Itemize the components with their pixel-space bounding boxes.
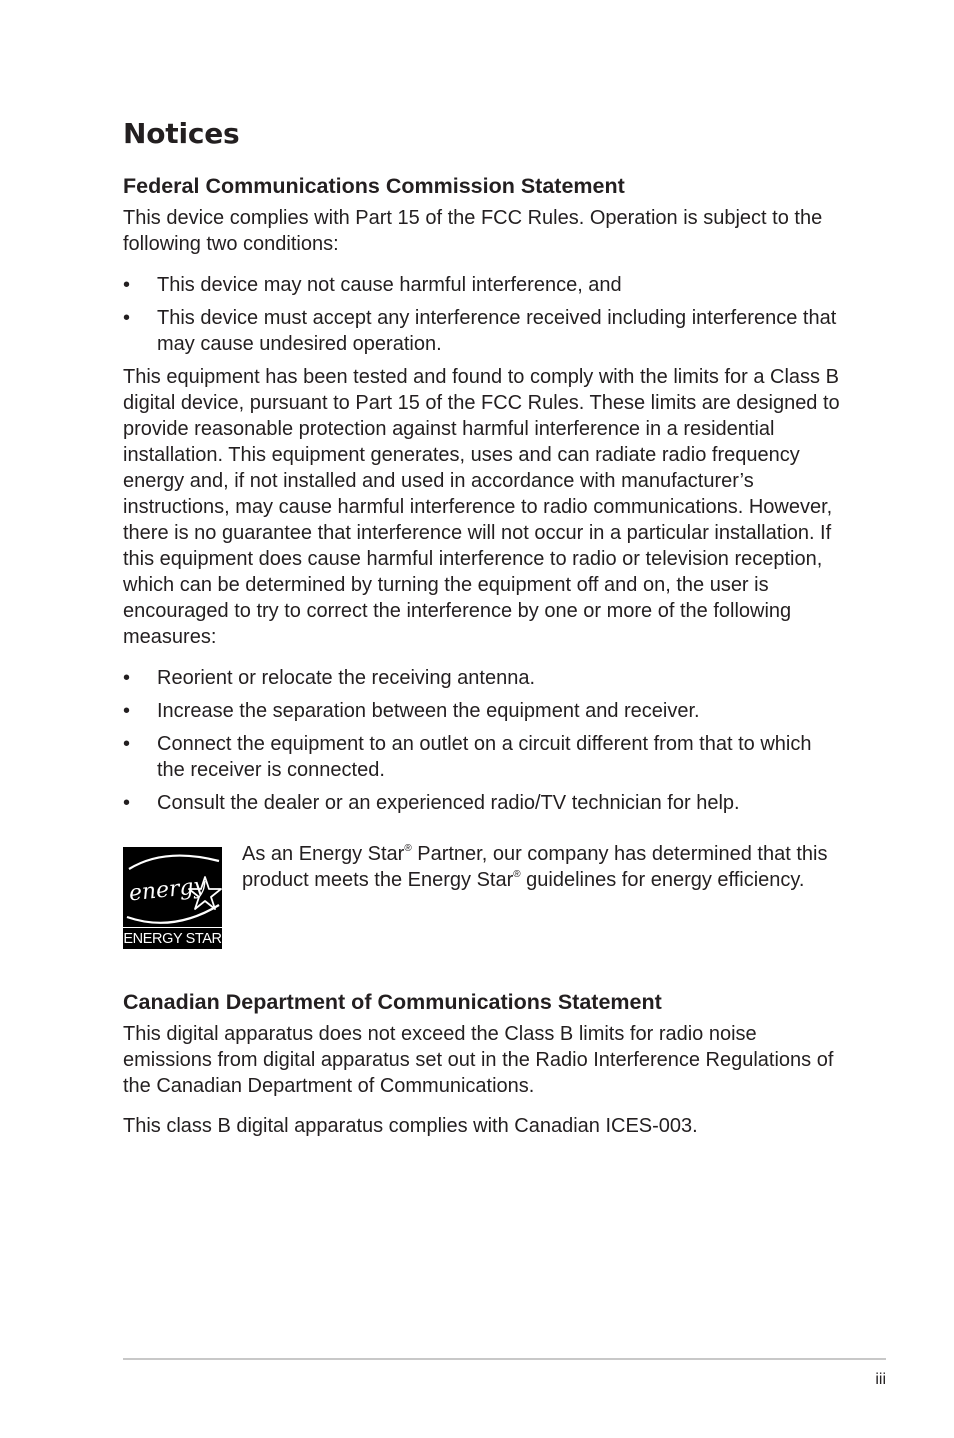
list-item-text: Connect the equipment to an outlet on a circuit different from that to which the receiver is connected. — [157, 733, 812, 781]
fcc-heading: Federal Communications Commission Statement — [123, 174, 625, 198]
fcc-intro: This device complies with Part 15 of the FCC Rules. Operation is subject to the following two conditions: — [123, 207, 823, 255]
energy-text-part2: Partner, our company has determined that this product meets the Energy Star — [242, 843, 828, 891]
bullet: • — [123, 792, 131, 814]
energy-script: energy — [127, 873, 208, 907]
energy-star-text — [242, 841, 842, 893]
registered-mark: ® — [404, 843, 412, 854]
bullet: • — [123, 733, 131, 755]
list-item-text: Increase the separation between the equipment and receiver. — [157, 700, 700, 722]
energy-star-block — [123, 845, 843, 949]
list-item — [123, 305, 843, 357]
bullet: • — [123, 307, 131, 329]
page-title: Notices — [123, 117, 240, 150]
fcc-conditions-list — [123, 272, 843, 357]
energy-star-logo — [123, 847, 222, 949]
bullet: • — [123, 667, 131, 689]
bullet: • — [123, 700, 131, 722]
list-item — [123, 272, 843, 298]
footer-rule — [123, 1358, 886, 1360]
fcc-body: This equipment has been tested and found to comply with the limits for a Class B digital device, pursuant to Part 15 of the FCC Rules. These limits are designed to provide reasonable protection against harmful interference in a residential installation. This equipment generates, uses and can radiate radio frequency energy and, if not installed and used in accordance with manufacturer’s instructions, may cause harmful interference to radio communications. However, there is no guarantee that interference will not occur in a particular installation. If this equipment does cause harmful interference to radio or television reception, which can be determined by turning the equipment off and on, the user is encouraged to try to correct the interference by one or more of the following measures: — [123, 366, 840, 648]
energy-text-part1: As an Energy Star — [242, 843, 405, 865]
list-item-text: This device must accept any interference received including interference that may cause undesired operation. — [157, 307, 837, 355]
fcc-measures-list — [123, 665, 843, 816]
canada-paragraph-2: This class B digital apparatus complies with Canadian ICES-003. — [123, 1115, 698, 1137]
list-item — [123, 665, 843, 691]
list-item — [123, 790, 843, 816]
canada-paragraph-1: This digital apparatus does not exceed the Class B limits for radio noise emissions from digital apparatus set out in the Radio Interference Regulations of the Canadian Department of Communications. — [123, 1023, 834, 1097]
energy-star-label: ENERGY STAR — [123, 927, 222, 949]
energy-text-part3: guidelines for energy efficiency. — [520, 869, 805, 891]
fcc-section — [123, 172, 843, 823]
canada-section — [123, 988, 843, 1139]
registered-mark: ® — [513, 869, 521, 880]
list-item-text: Reorient or relocate the receiving antenna. — [157, 667, 536, 689]
bullet: • — [123, 274, 131, 296]
list-item — [123, 698, 843, 724]
canada-heading: Canadian Department of Communications Statement — [123, 990, 662, 1014]
list-item-text: Consult the dealer or an experienced radio/TV technician for help. — [157, 792, 740, 814]
list-item-text: This device may not cause harmful interference, and — [157, 274, 622, 296]
page-number: iii — [875, 1371, 886, 1388]
list-item — [123, 731, 843, 783]
energy-star-icon — [123, 847, 222, 927]
